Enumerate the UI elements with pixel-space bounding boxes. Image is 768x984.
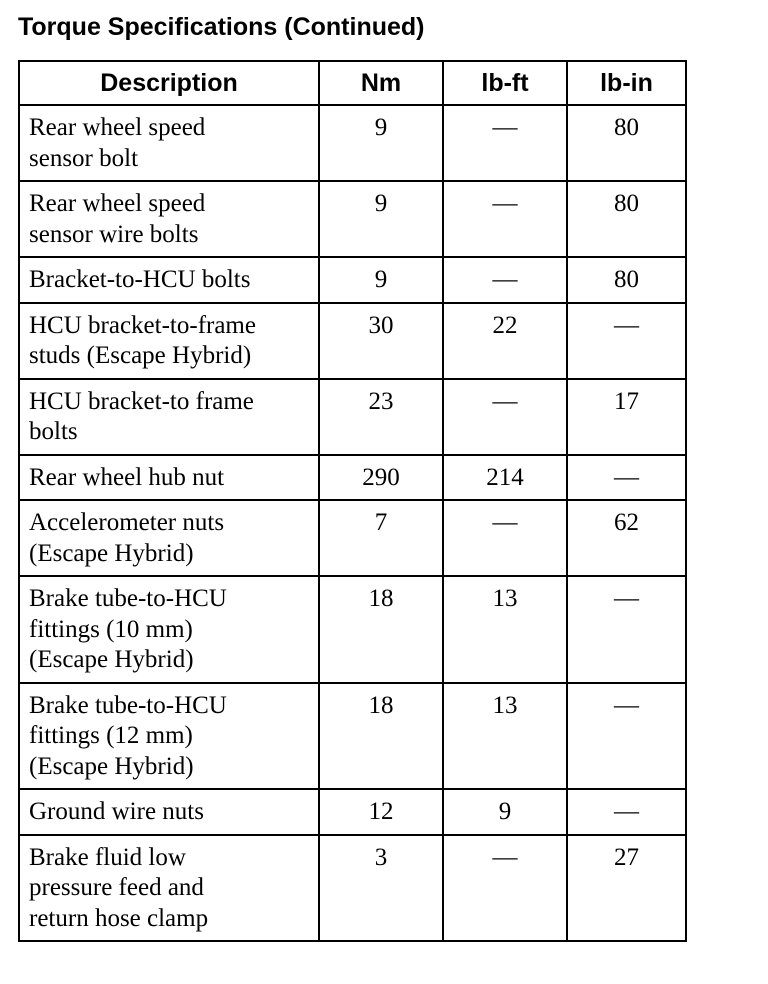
row-lb-in: 62 — [567, 500, 686, 576]
table-row — [19, 105, 686, 181]
description-line: sensor wire bolts — [29, 220, 199, 248]
table-row — [19, 303, 686, 379]
description-line: Bracket-to-HCU bolts — [29, 266, 251, 293]
row-nm: 9 — [319, 181, 443, 257]
description-line: Rear wheel speed — [29, 190, 206, 217]
row-nm: 290 — [319, 455, 443, 501]
description-line: (Escape Hybrid) — [29, 752, 194, 780]
description-line: Brake tube-to-HCU — [29, 691, 227, 719]
row-lb-ft: 22 — [443, 303, 567, 379]
row-lb-ft: 214 — [443, 455, 567, 501]
column-header-description: Description — [19, 61, 319, 105]
row-description — [19, 303, 319, 379]
description-line: Ground wire nuts — [29, 798, 204, 825]
table-header-row — [19, 61, 686, 105]
table-row — [19, 835, 686, 942]
description-line: Rear wheel hub nut — [29, 463, 225, 491]
row-description — [19, 789, 319, 835]
row-nm: 30 — [319, 303, 443, 379]
description-line: (Escape Hybrid) — [29, 539, 194, 567]
description-line: fittings (10 mm) — [29, 615, 193, 643]
row-nm: 18 — [319, 576, 443, 683]
row-lb-in: 80 — [567, 105, 686, 181]
torque-spec-table — [18, 60, 687, 942]
row-lb-in: 27 — [567, 835, 686, 942]
table-row — [19, 500, 686, 576]
row-nm: 3 — [319, 835, 443, 942]
column-header-lb-ft: lb-ft — [443, 61, 567, 105]
row-nm: 12 — [319, 789, 443, 835]
row-description — [19, 576, 319, 683]
row-lb-ft: 13 — [443, 683, 567, 790]
row-lb-ft: — — [443, 835, 567, 942]
description-line: sensor bolt — [29, 144, 139, 172]
row-description — [19, 105, 319, 181]
row-lb-ft: 13 — [443, 576, 567, 683]
row-nm: 7 — [319, 500, 443, 576]
description-line: return hose clamp — [29, 904, 209, 932]
row-lb-in: 80 — [567, 181, 686, 257]
description-line: Brake fluid low — [29, 843, 186, 871]
table-row — [19, 455, 686, 501]
row-description — [19, 455, 319, 501]
description-line: Brake tube-to-HCU — [29, 585, 227, 612]
table-row — [19, 576, 686, 683]
description-line: bolts — [29, 418, 78, 445]
description-line: (Escape Hybrid) — [29, 646, 194, 673]
row-lb-ft: — — [443, 181, 567, 257]
description-line: Rear wheel speed — [29, 114, 206, 141]
row-nm: 9 — [319, 257, 443, 303]
row-lb-ft: — — [443, 500, 567, 576]
description-line: studs (Escape Hybrid) — [29, 342, 252, 369]
row-description — [19, 181, 319, 257]
row-lb-ft: — — [443, 379, 567, 455]
description-line: Accelerometer nuts — [29, 509, 225, 536]
row-lb-in: — — [567, 683, 686, 790]
row-description — [19, 379, 319, 455]
row-lb-ft: — — [443, 257, 567, 303]
column-header-lb-in: lb-in — [567, 61, 686, 105]
row-description — [19, 683, 319, 790]
table-row — [19, 683, 686, 790]
table-row — [19, 789, 686, 835]
table-row — [19, 181, 686, 257]
column-header-nm: Nm — [319, 61, 443, 105]
row-lb-in: 80 — [567, 257, 686, 303]
row-lb-ft: 9 — [443, 789, 567, 835]
description-line: fittings (12 mm) — [29, 722, 193, 749]
description-line: pressure feed and — [29, 874, 204, 901]
description-line: HCU bracket-to-frame — [29, 311, 256, 339]
row-description — [19, 500, 319, 576]
table-row — [19, 379, 686, 455]
table-row — [19, 257, 686, 303]
page-title: Torque Specifications (Continued) — [18, 13, 425, 41]
row-lb-ft: — — [443, 105, 567, 181]
row-nm: 18 — [319, 683, 443, 790]
row-lb-in: — — [567, 789, 686, 835]
row-lb-in: 17 — [567, 379, 686, 455]
row-description — [19, 257, 319, 303]
row-lb-in: — — [567, 303, 686, 379]
row-lb-in: — — [567, 576, 686, 683]
row-lb-in: — — [567, 455, 686, 501]
row-nm: 23 — [319, 379, 443, 455]
row-nm: 9 — [319, 105, 443, 181]
row-description — [19, 835, 319, 942]
description-line: HCU bracket-to frame — [29, 387, 254, 415]
